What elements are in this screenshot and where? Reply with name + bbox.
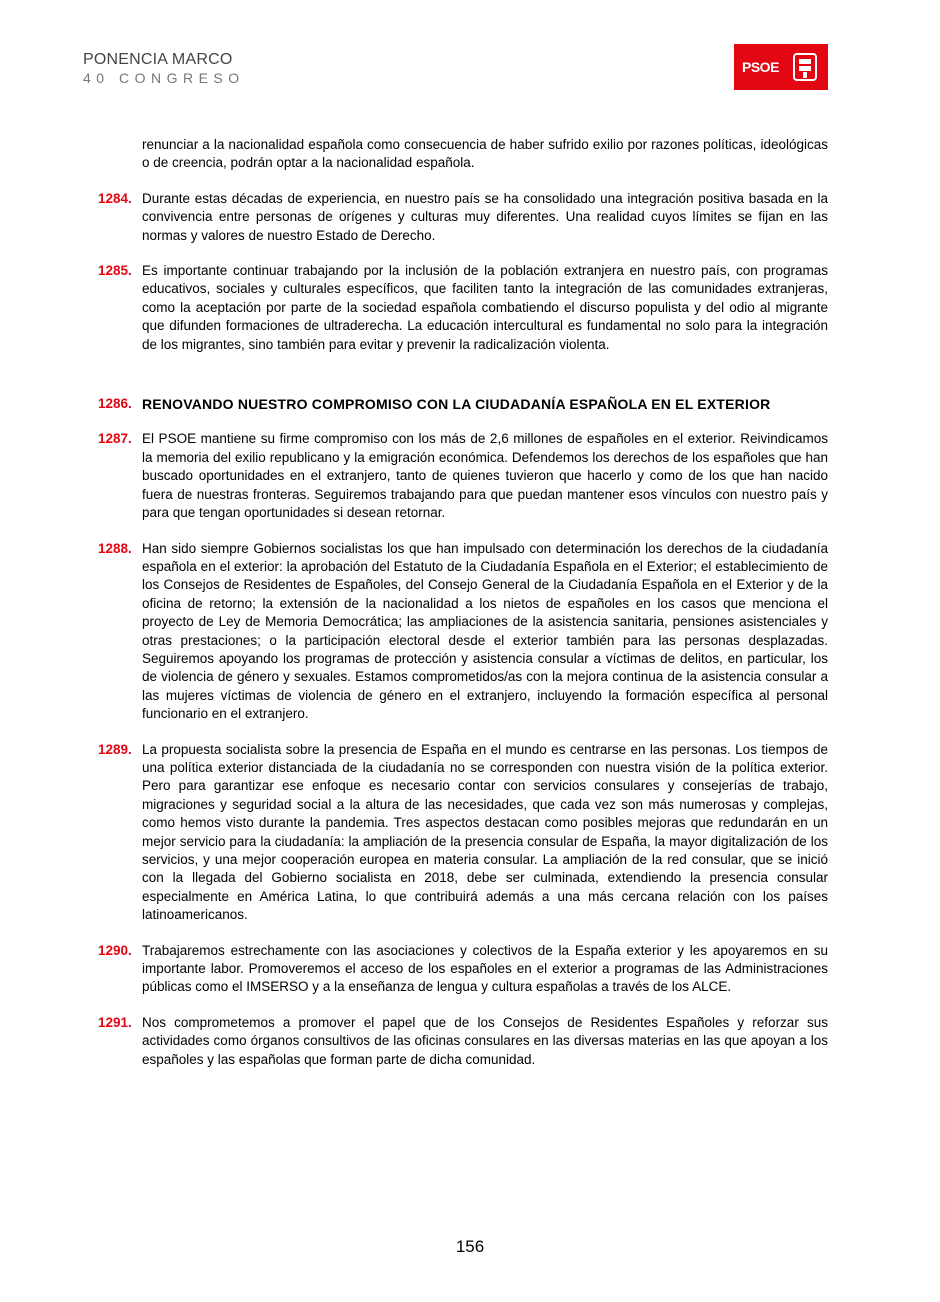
intro-paragraph (98, 136, 828, 173)
header-subtitle: 40 CONGRESO (83, 70, 245, 86)
psoe-logo (734, 44, 828, 90)
paragraph-text: renunciar a la nacionalidad española como consecuencia de haber sufrido exilio por razones políticas, ideológicas o de creencia, podrán optar a la nacionalidad española. (142, 137, 828, 171)
paragraph-number: 1290. (98, 942, 132, 958)
paragraph-1290 (98, 942, 828, 997)
paragraph-text: Nos comprometemos a promover el papel que de los Consejos de Residentes Españoles y reforzar sus actividades como órganos consultivos de las oficinas consulares en las diversas materias en las que apoyan a los españoles y las españolas que forman parte de dicha comunidad. (142, 1014, 828, 1067)
paragraph-text: El PSOE mantiene su firme compromiso con los más de 2,6 millones de españoles en el exterior. Reivindicamos la memoria del exilio republicano y la emigración económica. Defendemos los derechos de los españoles que han buscado oportunidades en el extranjero, tanto de quienes tuvieron que hacerlo y como de los que han nacido fuera de nuestras fronteras. Seguiremos trabajando para que puedan mantener esos vínculos con nuestro país y para que tengan oportunidades si desean retornar. (142, 431, 828, 521)
paragraph-1288 (98, 540, 828, 724)
paragraph-number: 1289. (98, 741, 132, 757)
paragraph-number: 1286. (98, 396, 132, 412)
paragraph-text: Han sido siempre Gobiernos socialistas los que han impulsado con determinación los derechos de la ciudadanía española en el exterior: la aprobación del Estatuto de la Ciudadanía Española en el Exterior; el establecimiento de los Consejos de Residentes de Españoles, del Consejo General de la Ciudadanía Española en el Exterior y de la oficina de retorno; la extensión de la nacionalidad a los nietos de españoles en los casos que menciona el proyecto de Ley de Memoria Democrática; las ampliaciones de la asistencia sanitaria, pensiones asistenciales y otras prestaciones; o la participación electoral desde el exterior también para las personas desplazadas. Seguiremos apoyando los programas de protección y asistencia consular a víctimas de delitos, en particular, los de violencia de género y sexuales. Estamos comprometidos/as con la mejora continua de la asistencia consular a las mujeres víctimas de violencia de género en el extranjero, incluyendo la formación específica al personal funcionario en el extranjero. (142, 540, 828, 722)
paragraph-text: Durante estas décadas de experiencia, en nuestro país se ha consolidado una integración positiva basada en la convivencia entre personas de orígenes y culturas muy diferentes. Una realidad cuyos límites se fijan en las normas y valores de nuestro Estado de Derecho. (142, 190, 828, 243)
paragraph-number: 1291. (98, 1014, 132, 1030)
logo-text: PSOE (742, 59, 779, 75)
paragraph-number: 1285. (98, 263, 132, 279)
paragraph-1284 (98, 190, 828, 245)
heading-text: RENOVANDO NUESTRO COMPROMISO CON LA CIUDADANÍA ESPAÑOLA EN EL EXTERIOR (142, 396, 771, 413)
header-title: PONENCIA MARCO (83, 51, 233, 68)
paragraph-1289 (98, 741, 828, 925)
paragraph-text: Trabajaremos estrechamente con las asociaciones y colectivos de la España exterior y les apoyaremos en su importante labor. Promoveremos el acceso de los españoles en el exterior a programas de las Administraciones públicas como el IMSERSO y a la enseñanza de lengua y cultura españolas a través de los ALCE. (142, 942, 828, 995)
paragraph-1285 (98, 262, 828, 354)
paragraph-1287 (98, 430, 828, 522)
rose-fist-icon (792, 52, 818, 82)
paragraph-1291 (98, 1014, 828, 1069)
page-number: 156 (455, 1237, 485, 1256)
paragraph-text: Es importante continuar trabajando por la inclusión de la población extranjera en nuestro país, con programas educativos, sociales y culturales específicos, que faciliten tanto la integración de las comunidades extranjeras, como la aceptación por parte de la sociedad española combatiendo el discurso populista y del odio al migrante que difunden formaciones de ultraderecha. La educación intercultural es fundamental no solo para la integración de los migrantes, sino también para evitar y prevenir la radicalización violenta. (142, 263, 828, 352)
paragraph-text: La propuesta socialista sobre la presencia de España en el mundo es centrarse en las personas. Los tiempos de una política exterior distanciada de la ciudadanía no se corresponden con nuestra visión de la política exterior. Pero para garantizar ese enfoque es necesario contar con servicios consulares y consejerías de trabajo, migraciones y seguridad social a la altura de las necesidades, que cada vez son más numerosas y complejas, como hemos visto durante la pandemia. Tres aspectos destacan como posibles mejoras que redundarán en un mejor servicio para la ciudadanía: la ampliación de la presencia consular de España, la mayor digitalización de los servicios, y una mejor cooperación europea en materia consular. La ampliación de la red consular, que se inició con la llegada del Gobierno socialista en 2018, debe ser culminada, extendiendo la presencia consular especialmente en América Latina, lo que contribuirá además a una más cercana relación con los países latinoamericanos. (142, 741, 828, 923)
paragraph-number: 1288. (98, 540, 132, 556)
section-heading (98, 395, 828, 413)
paragraph-number: 1284. (98, 190, 132, 206)
document-body (98, 136, 828, 1086)
paragraph-number: 1287. (98, 431, 132, 447)
